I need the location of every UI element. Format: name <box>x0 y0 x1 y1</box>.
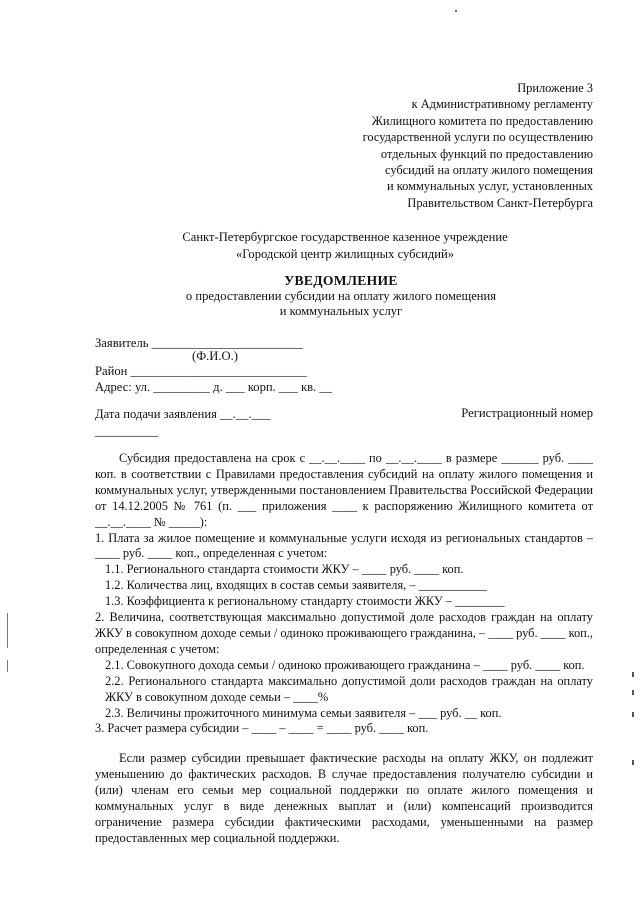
applicant-field: Заявитель ________________________ <box>95 336 303 350</box>
item-2: 2. Величина, соответствующая максимально допустимой доле расходов граждан на оплату ЖКУ в совокупном доходе семьи / одиноко проживающего гражданина, – ____ руб. ____ коп., определенная с учетом: <box>95 610 593 656</box>
scan-speck <box>455 10 457 12</box>
item-1-2: 1.2. Количества лиц, входящих в состав семьи заявителя, – ___________ <box>105 578 487 593</box>
organization-name <box>0 229 640 262</box>
appendix-line: и коммунальных услуг, установленных <box>387 179 593 194</box>
scan-edge-mark <box>632 690 634 695</box>
scan-margin-mark <box>7 660 8 672</box>
item-1-1: 1.1. Регионального стандарта стоимости ЖКУ – ____ руб. ____ коп. <box>105 562 464 577</box>
subsidy-paragraph: Субсидия предоставлена на срок с __.__.____ по __.__.____ в размере ______ руб. ____ коп. в соответствии с Правилами предоставления субсидий на оплату жилого помещения и коммунальных услуг, утвержденными постановлением Правительства Российской Федерации от 14.12.2005 № 761 (п. ___ приложения ____ к распоряжению Жилищного комитета от __.__.____ № _____): <box>95 451 593 529</box>
notice-title: УВЕДОМЛЕНИЕ <box>284 273 398 288</box>
district-field: Район ____________________________ <box>95 364 307 378</box>
notice-heading <box>0 273 640 320</box>
item-1-3: 1.3. Коэффициента к региональному стандарту стоимости ЖКУ – ________ <box>105 594 505 609</box>
application-date-field: Дата подачи заявления __.__.___ <box>95 407 271 421</box>
item-2-2: 2.2. Регионального стандарта максимально допустимой доли расходов граждан на оплату ЖКУ в совокупном доходе семьи – ____% <box>105 673 593 704</box>
item-2-3: 2.3. Величины прожиточного минимума семьи заявителя – ___ руб. __ коп. <box>105 705 502 720</box>
notice-body <box>95 451 593 847</box>
appendix-line: Жилищного комитета по предоставлению <box>371 113 593 128</box>
scan-edge-mark <box>632 672 634 677</box>
registration-number-label: Регистрационный номер <box>461 406 593 420</box>
appendix-line: государственной услуги по осуществлению <box>362 130 593 145</box>
appendix-line: Приложение 3 <box>517 81 593 95</box>
appendix-line: к Административному регламенту <box>411 97 593 112</box>
paragraph-gap <box>95 737 593 751</box>
appendix-line: субсидий на оплату жилого помещения <box>385 163 593 178</box>
item-3: 3. Расчет размера субсидии – ____ – ____ = ____ руб. ____ коп. <box>95 721 429 736</box>
organization-line-2: «Городской центр жилищных субсидий» <box>235 246 455 261</box>
address-field: Адрес: ул. _________ д. ___ корп. ___ кв. __ <box>95 380 332 394</box>
notice-subtitle-2: и коммунальных услуг <box>279 304 403 319</box>
fio-caption: (Ф.И.О.) <box>192 349 238 363</box>
appendix-line: отдельных функций по предоставлению <box>380 146 593 161</box>
notice-subtitle-1: о предоставлении субсидии на оплату жилого помещения <box>185 288 497 303</box>
registration-number-blank: __________ <box>95 424 158 438</box>
scan-edge-mark <box>632 712 634 717</box>
item-2-1: 2.1. Совокупного дохода семьи / одиноко проживающего гражданина – ____ руб. ____ коп. <box>105 657 585 672</box>
appendix-line: Правительством Санкт-Петербурга <box>407 195 593 210</box>
item-1: 1. Плата за жилое помещение и коммунальные услуги исходя из региональных стандартов – ____ руб. ____ коп., определенная с учетом: <box>95 530 593 561</box>
organization-line-1: Санкт-Петербургское государственное казенное учреждение <box>182 230 508 244</box>
scan-edge-mark <box>632 760 634 765</box>
scan-margin-mark <box>7 613 8 648</box>
final-paragraph: Если размер субсидии превышает фактические расходы на оплату ЖКУ, он подлежит уменьшению до фактических расходов. В случае предоставления получателю субсидии и (или) членам его семьи мер социальной поддержки по оплате жилого помещения и коммунальных услуг в виде денежных выплат и (или) компенсаций производится ограничение размера субсидии фактическими расходами, уменьшенными на размер предоставленных мер социальной поддержки. <box>95 751 593 845</box>
appendix-header <box>363 80 593 211</box>
